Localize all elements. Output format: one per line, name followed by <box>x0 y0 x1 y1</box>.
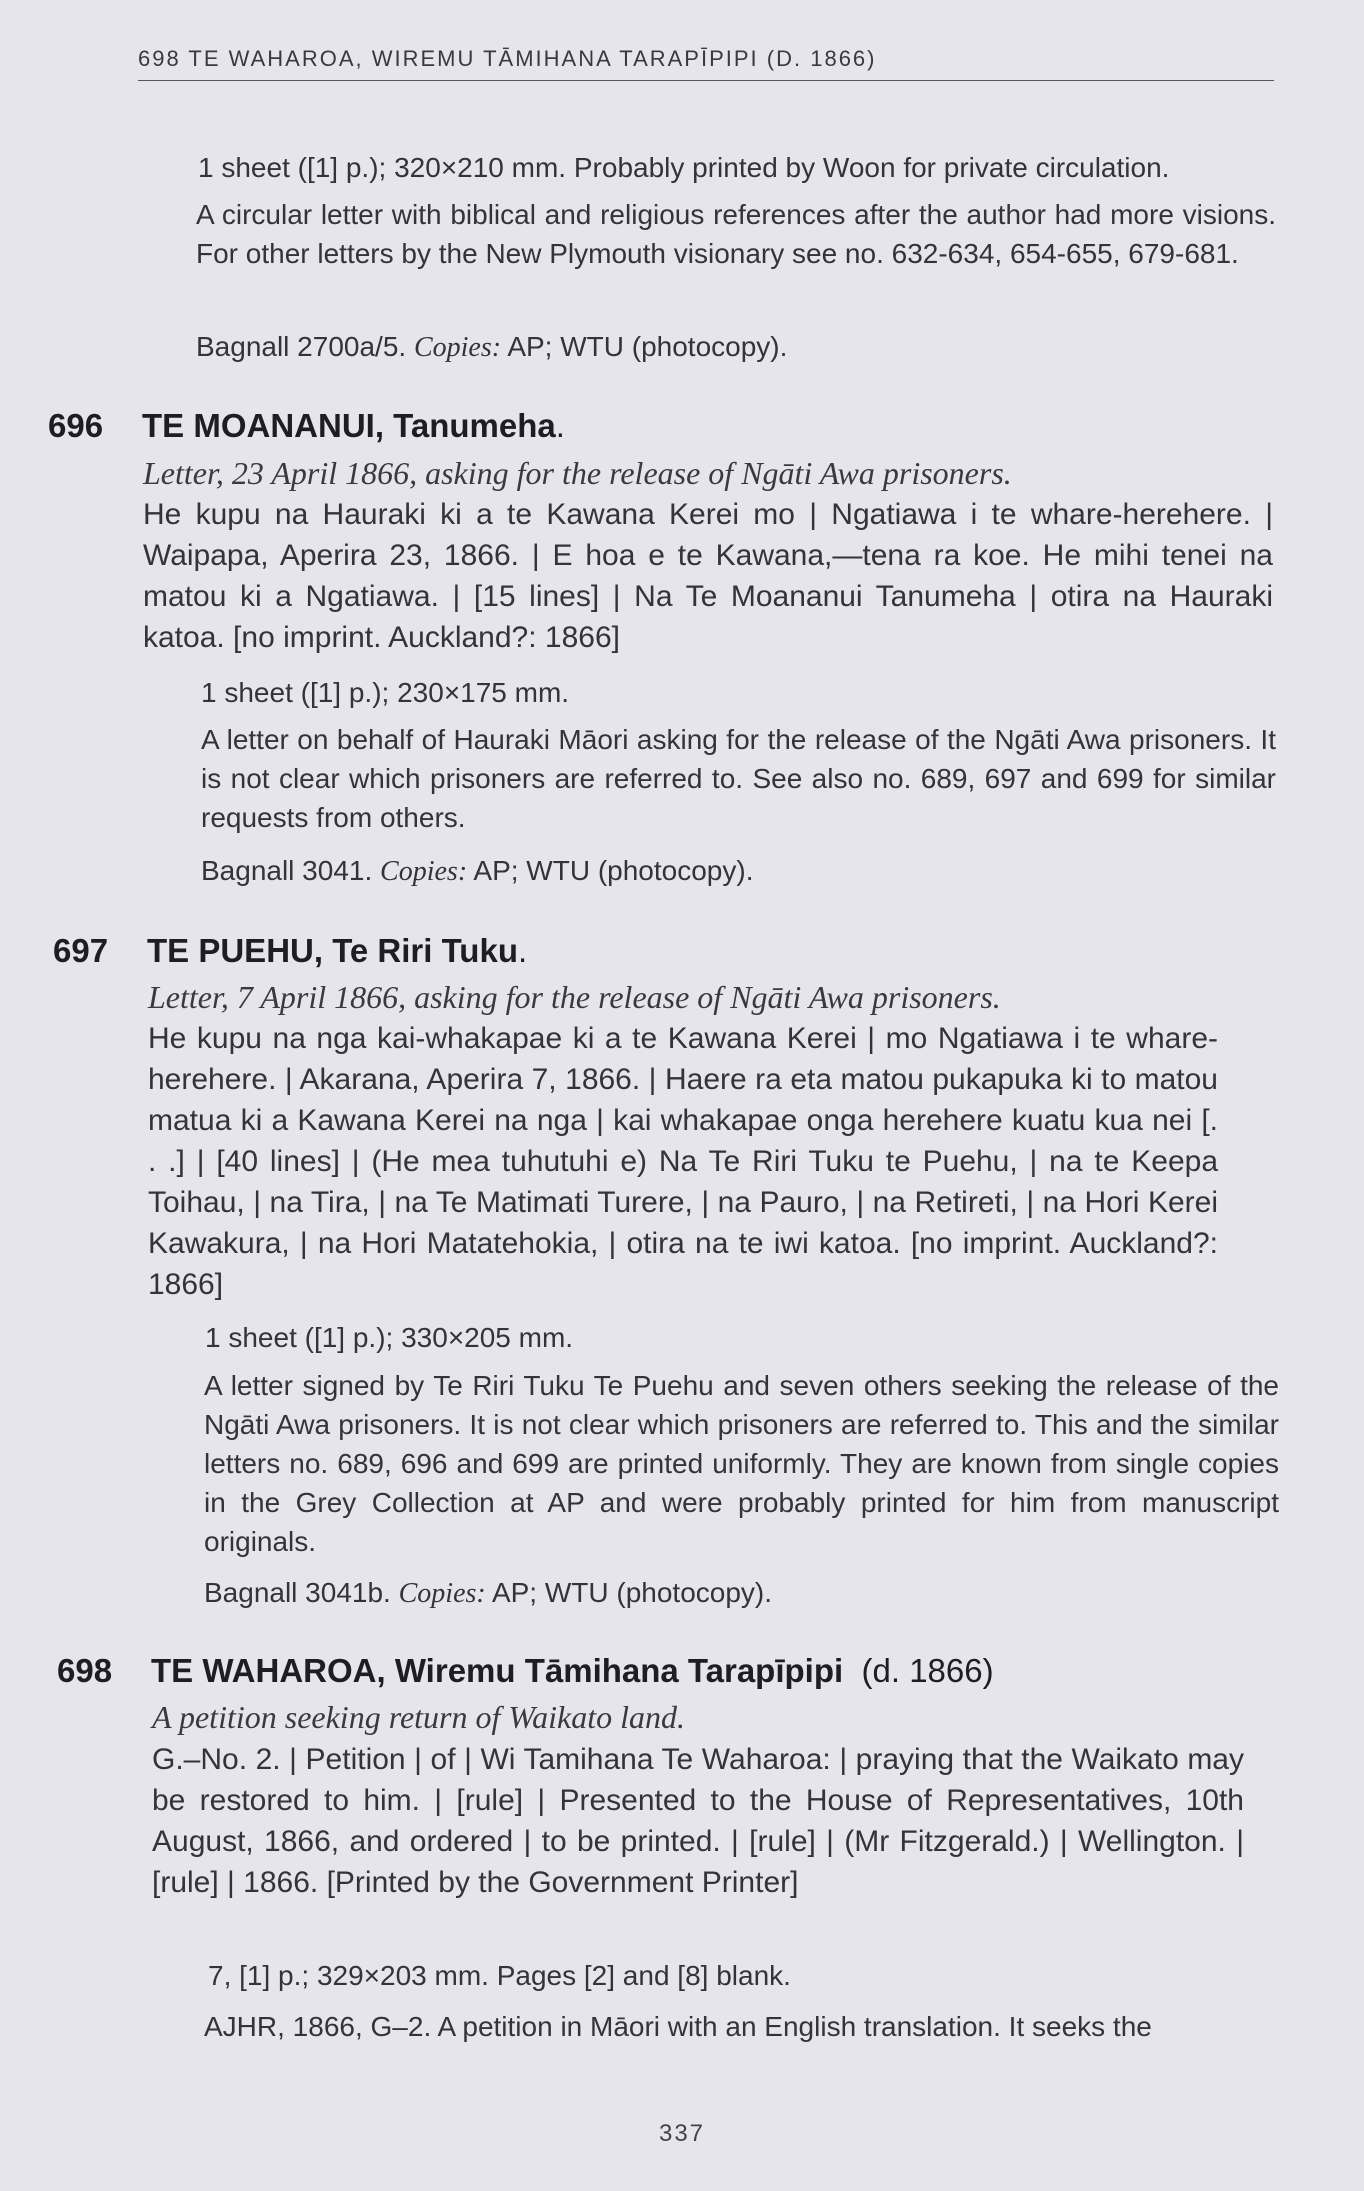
entry-note: A letter signed by Te Riri Tuku Te Puehu and seven others seeking the release of the Ngāti Awa prisoners. It is not clear which prisoners are referred to. This and the similar letters no. 689, 696 and 699 are printed uniformly. They are known from single copies in the Grey Collection at AP and were probably printed for him from manuscript originals. <box>204 1370 1279 1557</box>
author-suffix: (d. 1866) <box>861 1652 994 1689</box>
transcription: He kupu na Hauraki ki a te Kawana Kerei mo | Ngatiawa i te whare-herehere. | Waipapa, Aperira 23, 1866. | E hoa e te Kawana,—tena ra koe. He mihi tenei na matou ki a Ngatiawa. | [15 lines] | Na Te Moananui Tanumeha | otira na Hauraki katoa. [no imprint. Auckland?: 1866] <box>143 498 1273 654</box>
author-name: TE WAHAROA, Wiremu Tāmihana Tarapīpipi <box>151 1652 844 1689</box>
physical-description: 7, [1] p.; 329×203 mm. Pages [2] and [8] blank. <box>208 1960 791 1991</box>
entry-note: AJHR, 1866, G–2. A petition in Māori with an English translation. It seeks the <box>204 2011 1152 2042</box>
reference-line <box>204 1573 1279 1613</box>
author-suffix: . <box>555 407 565 444</box>
entry-heading <box>151 1649 994 1693</box>
running-head: 698 TE WAHAROA, WIREMU TĀMIHANA TARAPĪPIPI (D. 1866) <box>138 46 1274 81</box>
copies-holdings: AP; WTU (photocopy). <box>507 331 788 362</box>
reference-line <box>196 327 1276 367</box>
entry-heading <box>147 929 527 973</box>
entry-note: A circular letter with biblical and religious references after the author had more visions. For other letters by the New Plymouth visionary see no. 632-634, 654-655, 679-681. <box>196 199 1276 269</box>
physical-description: 1 sheet ([1] p.); 330×205 mm. <box>205 1322 574 1353</box>
copies-label: Copies: <box>380 856 468 887</box>
author-suffix: . <box>517 932 528 969</box>
transcription: He kupu na nga kai-whakapae ki a te Kawana Kerei | mo Ngatiawa i te whare-herehere. | Akarana, Aperira 7, 1866. | Haere ra eta matou pukapuka ki to matou matua ki a Kawana Kerei na nga | kai whakapae onga herehere kuatu kua nei [. . .] | [40 lines] | (He mea tuhutuhi e) Na Te Riri Tuku te Puehu, | na te Keepa Toihau, | na Tira, | na Te Matimati Turere, | na Pauro, | na Retireti, | na Hori Kerei Kawakura, | na Hori Matatehokia, | otira na te iwi katoa. [no imprint. Auckland?: 1866] <box>148 1022 1218 1301</box>
entry-title: A petition seeking return of Waikato land. <box>152 1699 685 1735</box>
entry-number: 696 <box>48 407 104 444</box>
copies-holdings: AP; WTU (photocopy). <box>491 1577 773 1608</box>
author-name: TE MOANANUI, Tanumeha <box>142 407 556 444</box>
entry-title: Letter, 7 April 1866, asking for the release of Ngāti Awa prisoners. <box>148 979 1001 1015</box>
copies-label: Copies: <box>413 332 502 363</box>
entry-title: Letter, 23 April 1866, asking for the release of Ngāti Awa prisoners. <box>143 455 1012 491</box>
author-name: TE PUEHU, Te Riri Tuku <box>147 932 518 969</box>
bibliography-reference: Bagnall 3041b. <box>204 1577 391 1608</box>
entry-number: 698 <box>57 1652 113 1689</box>
copies-holdings: AP; WTU (photocopy). <box>473 855 754 886</box>
transcription: G.–No. 2. | Petition | of | Wi Tamihana Te Waharoa: | praying that the Waikato may be restored to him. | [rule] | Presented to the House of Representatives, 10th August, 1866, and ordered | to be printed. | [rule] | (Mr Fitzgerald.) | Wellington. | [rule] | 1866. [Printed by the Government Printer] <box>152 1743 1244 1899</box>
entry-heading <box>142 404 565 448</box>
bibliography-reference: Bagnall 3041. <box>201 855 373 886</box>
bibliography-reference: Bagnall 2700a/5. <box>196 331 407 362</box>
reference-line <box>201 851 1276 891</box>
entry-note: A letter on behalf of Hauraki Māori asking for the release of the Ngāti Awa prisoners. It is not clear which prisoners are referred to. See also no. 689, 697 and 699 for similar requests from others. <box>201 724 1276 833</box>
physical-description: 1 sheet ([1] p.); 320×210 mm. Probably printed by Woon for private circulation. <box>198 152 1170 183</box>
page-number: 337 <box>658 2120 706 2147</box>
physical-description: 1 sheet ([1] p.); 230×175 mm. <box>201 677 570 708</box>
copies-label: Copies: <box>398 1578 486 1609</box>
entry-number: 697 <box>53 932 109 969</box>
